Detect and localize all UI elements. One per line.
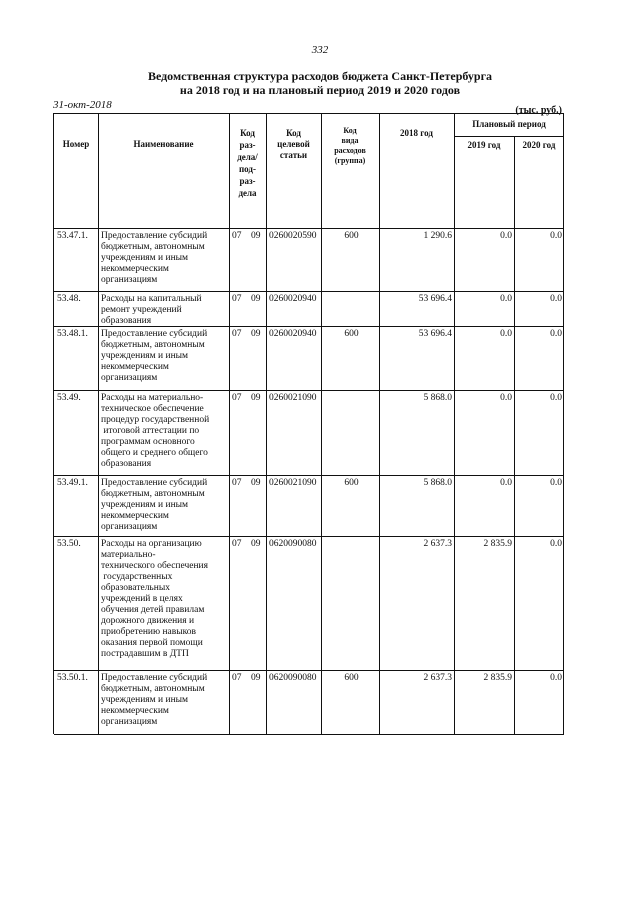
- title-line-2: на 2018 год и на плановый период 2019 и 2020 годов: [179, 83, 461, 97]
- row-name: Расходы на материально- техническое обеспечение процедур государственной итоговой аттестации по программам основного общего и среднего общего образования: [101, 393, 210, 469]
- header-number: Номер: [62, 139, 90, 149]
- page-title: [0, 69, 640, 97]
- row-value-2019: 0.0: [500, 231, 512, 241]
- title-line-1: Ведомственная структура расходов бюджета Санкт-Петербурга: [147, 69, 493, 83]
- row-podrazdel: 09: [251, 673, 261, 683]
- budget-table: [53, 113, 564, 734]
- row-target-code: 0620090080: [269, 539, 317, 549]
- table-row: [54, 228, 564, 292]
- row-podrazdel: 09: [251, 329, 261, 339]
- row-razdel: 07: [232, 294, 242, 304]
- row-value-2019: 2 835.9: [483, 539, 512, 549]
- row-value-2019: 2 835.9: [483, 673, 512, 683]
- row-number: 53.50.1.: [57, 673, 88, 683]
- header-2019: 2019 год: [467, 140, 501, 150]
- row-value-2020: 0.0: [550, 294, 562, 304]
- units-label: (тыс. руб.): [515, 105, 562, 116]
- row-name: Предоставление субсидий бюджетным, автономным учреждениям и иным некоммерческим организациям: [101, 478, 208, 532]
- report-date: 31-окт-2018: [53, 99, 112, 111]
- row-target-code: 0260021090: [269, 393, 317, 403]
- row-target-code: 0260020940: [269, 294, 317, 304]
- row-razdel: 07: [232, 329, 242, 339]
- header-target-code: Код целевой статьи: [277, 128, 310, 160]
- header-razdel: Код раз- дела/ под- раз- дела: [237, 128, 258, 198]
- row-podrazdel: 09: [251, 539, 261, 549]
- row-razdel: 07: [232, 393, 242, 403]
- table-bottom-border: [54, 734, 564, 735]
- row-number: 53.48.: [57, 294, 81, 304]
- row-podrazdel: 09: [251, 294, 261, 304]
- table-row: [54, 390, 564, 476]
- row-value-2018: 2 637.3: [423, 673, 452, 683]
- header-2020: 2020 год: [522, 140, 556, 150]
- header-name: Наименование: [133, 139, 194, 149]
- row-razdel: 07: [232, 478, 242, 488]
- grid-line: [454, 136, 564, 137]
- header-planned-period: Плановый период: [472, 119, 546, 129]
- row-razdel: 07: [232, 231, 242, 241]
- row-value-2018: 53 696.4: [418, 294, 452, 304]
- row-number: 53.50.: [57, 539, 81, 549]
- row-value-2020: 0.0: [550, 231, 562, 241]
- header-2018: 2018 год: [400, 128, 433, 138]
- table-row: [54, 670, 564, 735]
- row-expense-type: 600: [344, 231, 359, 241]
- row-name: Расходы на капитальный ремонт учреждений образования: [101, 294, 202, 326]
- row-number: 53.49.1.: [57, 478, 88, 488]
- row-value-2020: 0.0: [550, 393, 562, 403]
- table-row: [54, 536, 564, 671]
- row-razdel: 07: [232, 539, 242, 549]
- row-razdel: 07: [232, 673, 242, 683]
- row-number: 53.48.1.: [57, 329, 88, 339]
- page-number: 332: [311, 44, 329, 56]
- row-target-code: 0620090080: [269, 673, 317, 683]
- row-expense-type: 600: [344, 673, 359, 683]
- row-number: 53.47.1.: [57, 231, 88, 241]
- row-podrazdel: 09: [251, 393, 261, 403]
- row-value-2019: 0.0: [500, 478, 512, 488]
- row-value-2020: 0.0: [550, 329, 562, 339]
- row-expense-type: 600: [344, 478, 359, 488]
- row-podrazdel: 09: [251, 478, 261, 488]
- row-name: Предоставление субсидий бюджетным, автономным учреждениям и иным некоммерческим организациям: [101, 231, 208, 285]
- row-value-2019: 0.0: [500, 329, 512, 339]
- row-value-2018: 5 868.0: [423, 393, 452, 403]
- row-podrazdel: 09: [251, 231, 261, 241]
- row-target-code: 0260020590: [269, 231, 317, 241]
- row-value-2018: 5 868.0: [423, 478, 452, 488]
- row-value-2020: 0.0: [550, 673, 562, 683]
- row-target-code: 0260021090: [269, 478, 317, 488]
- row-value-2020: 0.0: [550, 539, 562, 549]
- row-name: Предоставление субсидий бюджетным, автономным учреждениям и иным некоммерческим организациям: [101, 329, 208, 383]
- row-number: 53.49.: [57, 393, 81, 403]
- row-expense-type: 600: [344, 329, 359, 339]
- row-value-2018: 2 637.3: [423, 539, 452, 549]
- table-row: [54, 291, 564, 327]
- row-name: Расходы на организацию материально- технического обеспечения государственных образовательных учреждений в целях обучения детей правилам дорожного движения и приобретению навыков оказания первой помощи пострадавшим в ДТП: [101, 539, 209, 659]
- table-row: [54, 475, 564, 537]
- row-value-2019: 0.0: [500, 393, 512, 403]
- row-value-2020: 0.0: [550, 478, 562, 488]
- row-target-code: 0260020940: [269, 329, 317, 339]
- table-row: [54, 326, 564, 391]
- header-expense-type: Код вида расходов (группа): [334, 126, 366, 165]
- row-name: Предоставление субсидий бюджетным, автономным учреждениям и иным некоммерческим организациям: [101, 673, 208, 727]
- row-value-2018: 1 290.6: [423, 231, 452, 241]
- row-value-2019: 0.0: [500, 294, 512, 304]
- row-value-2018: 53 696.4: [418, 329, 452, 339]
